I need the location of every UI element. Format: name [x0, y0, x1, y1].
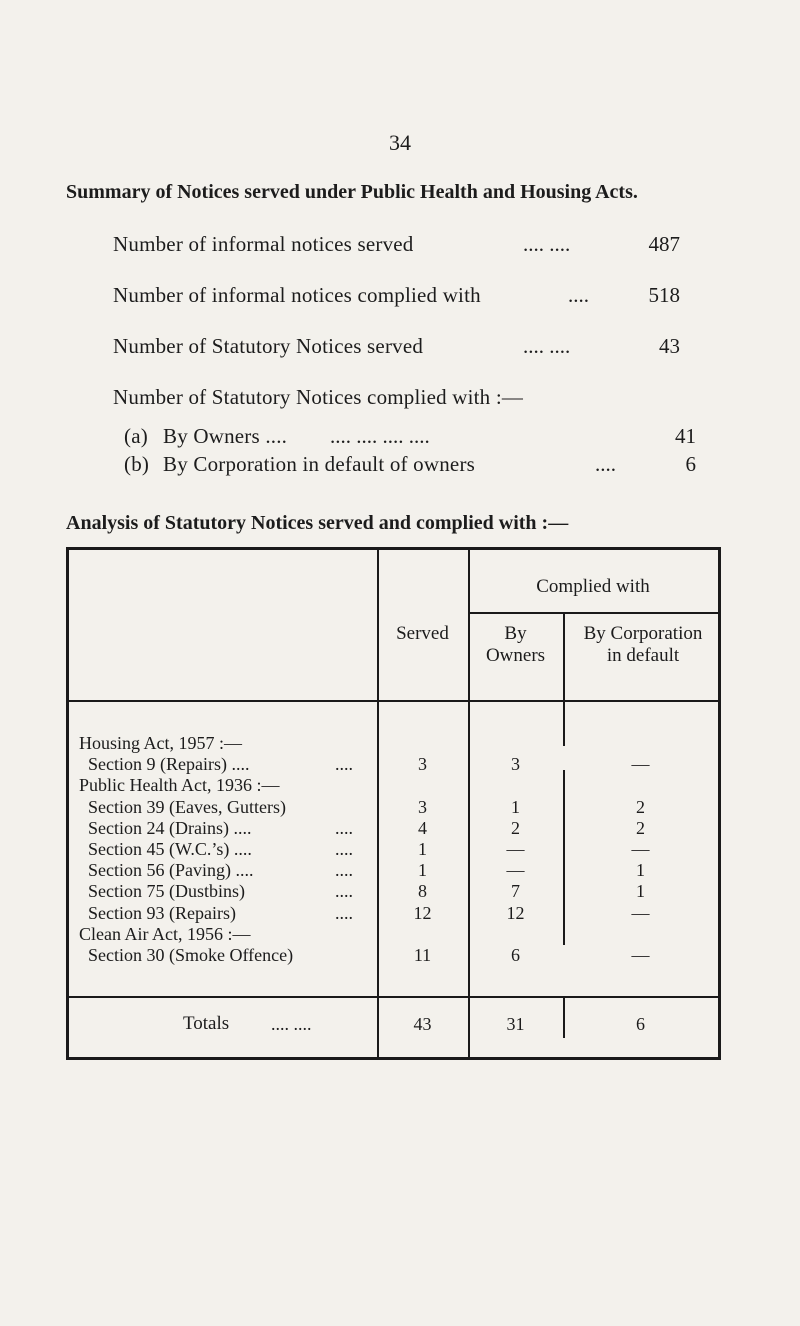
leader-dots: ....: [335, 817, 353, 838]
header-served: Served: [396, 623, 449, 644]
summary-item-value: 518: [648, 283, 680, 307]
summary-item-label: Number of informal notices complied with: [113, 283, 481, 307]
header-by-owners-line2: Owners: [485, 645, 546, 666]
row-label: Housing Act, 1957 :—: [79, 733, 243, 753]
leader-dots: ....: [335, 860, 353, 881]
row-served: 4: [418, 817, 427, 838]
complied-label: Number of Statutory Notices complied with :—: [113, 385, 524, 409]
summary-heading: Summary of Notices served under Public Health and Housing Acts.: [66, 181, 638, 203]
header-by-owners-line1: By: [504, 623, 527, 644]
summary-item-label: Number of informal notices served: [113, 232, 414, 256]
leader-dots: ....: [335, 902, 353, 923]
leader-dots: .... ....: [271, 1014, 312, 1034]
sub-item-letter: (b): [124, 452, 150, 476]
row-label: Section 24 (Drains) ....: [79, 817, 252, 838]
page-number: 34: [389, 130, 411, 155]
header-by-corporation-line2: in default: [606, 645, 680, 666]
header-by-corporation: [563, 623, 723, 667]
divider: [468, 612, 718, 614]
leader-dots: .... ....: [523, 232, 571, 256]
sub-item-label: By Owners ....: [163, 424, 288, 448]
row-owners: 3: [511, 754, 520, 775]
row-served: 8: [418, 881, 427, 902]
divider: [69, 996, 718, 998]
row-label: Section 9 (Repairs) ....: [79, 754, 250, 775]
row-corporation: 1: [636, 860, 645, 881]
header-complied-with: Complied with: [536, 576, 650, 597]
row-corporation: —: [631, 839, 650, 859]
row-served: 1: [418, 860, 427, 881]
row-corporation: 1: [636, 881, 645, 902]
summary-item-value: 43: [659, 334, 680, 358]
row-label: Section 56 (Paving) ....: [79, 860, 254, 881]
row-corporation: —: [631, 754, 650, 775]
totals-owners: 31: [506, 1014, 525, 1034]
leader-dots: ....: [335, 839, 353, 859]
leader-dots: .... ....: [523, 334, 571, 358]
header-by-owners: [468, 623, 563, 667]
sub-item-letter: (a): [124, 424, 148, 448]
row-served: 3: [418, 754, 427, 775]
row-label: Section 75 (Dustbins): [79, 881, 245, 902]
row-owners: 2: [511, 817, 520, 838]
row-served: 3: [418, 796, 427, 817]
totals-label: Totals: [183, 1013, 230, 1034]
row-label: Public Health Act, 1936 :—: [79, 775, 280, 796]
row-label: Section 45 (W.C.’s) ....: [79, 839, 252, 859]
leader-dots: ....: [595, 452, 616, 476]
row-label: Section 39 (Eaves, Gutters): [79, 796, 286, 817]
analysis-heading: Analysis of Statutory Notices served and complied with :—: [66, 512, 569, 534]
totals-corporation: 6: [636, 1014, 645, 1034]
row-served: 1: [418, 839, 427, 859]
row-label: Section 93 (Repairs): [79, 902, 236, 923]
summary-item-value: 487: [648, 232, 680, 256]
analysis-table: [66, 547, 721, 1060]
row-corporation: 2: [636, 817, 645, 838]
totals-served: 43: [413, 1014, 432, 1034]
row-owners: 7: [511, 881, 520, 902]
row-served: 12: [413, 902, 432, 923]
row-corporation: —: [631, 945, 650, 965]
row-label: Clean Air Act, 1956 :—: [79, 923, 251, 944]
leader-dots: .... .... .... ....: [330, 424, 430, 448]
sub-item-value: 41: [675, 424, 696, 448]
divider: [69, 700, 718, 702]
leader-dots: ....: [335, 881, 353, 902]
leader-dots: ....: [568, 283, 589, 307]
sub-item-value: 6: [685, 452, 696, 476]
row-owners: —: [506, 860, 525, 881]
row-corporation: 2: [636, 796, 645, 817]
row-corporation: —: [631, 902, 650, 923]
row-label: Section 30 (Smoke Offence): [79, 945, 294, 965]
row-owners: 12: [506, 902, 525, 923]
row-owners: —: [506, 839, 525, 859]
row-owners: 6: [511, 945, 520, 965]
row-owners: 1: [511, 796, 520, 817]
header-by-corporation-line1: By Corporation: [583, 623, 703, 644]
sub-item-label: By Corporation in default of owners: [163, 452, 476, 476]
row-served: 11: [413, 945, 432, 965]
leader-dots: ....: [335, 754, 353, 775]
summary-item-label: Number of Statutory Notices served: [113, 334, 424, 358]
